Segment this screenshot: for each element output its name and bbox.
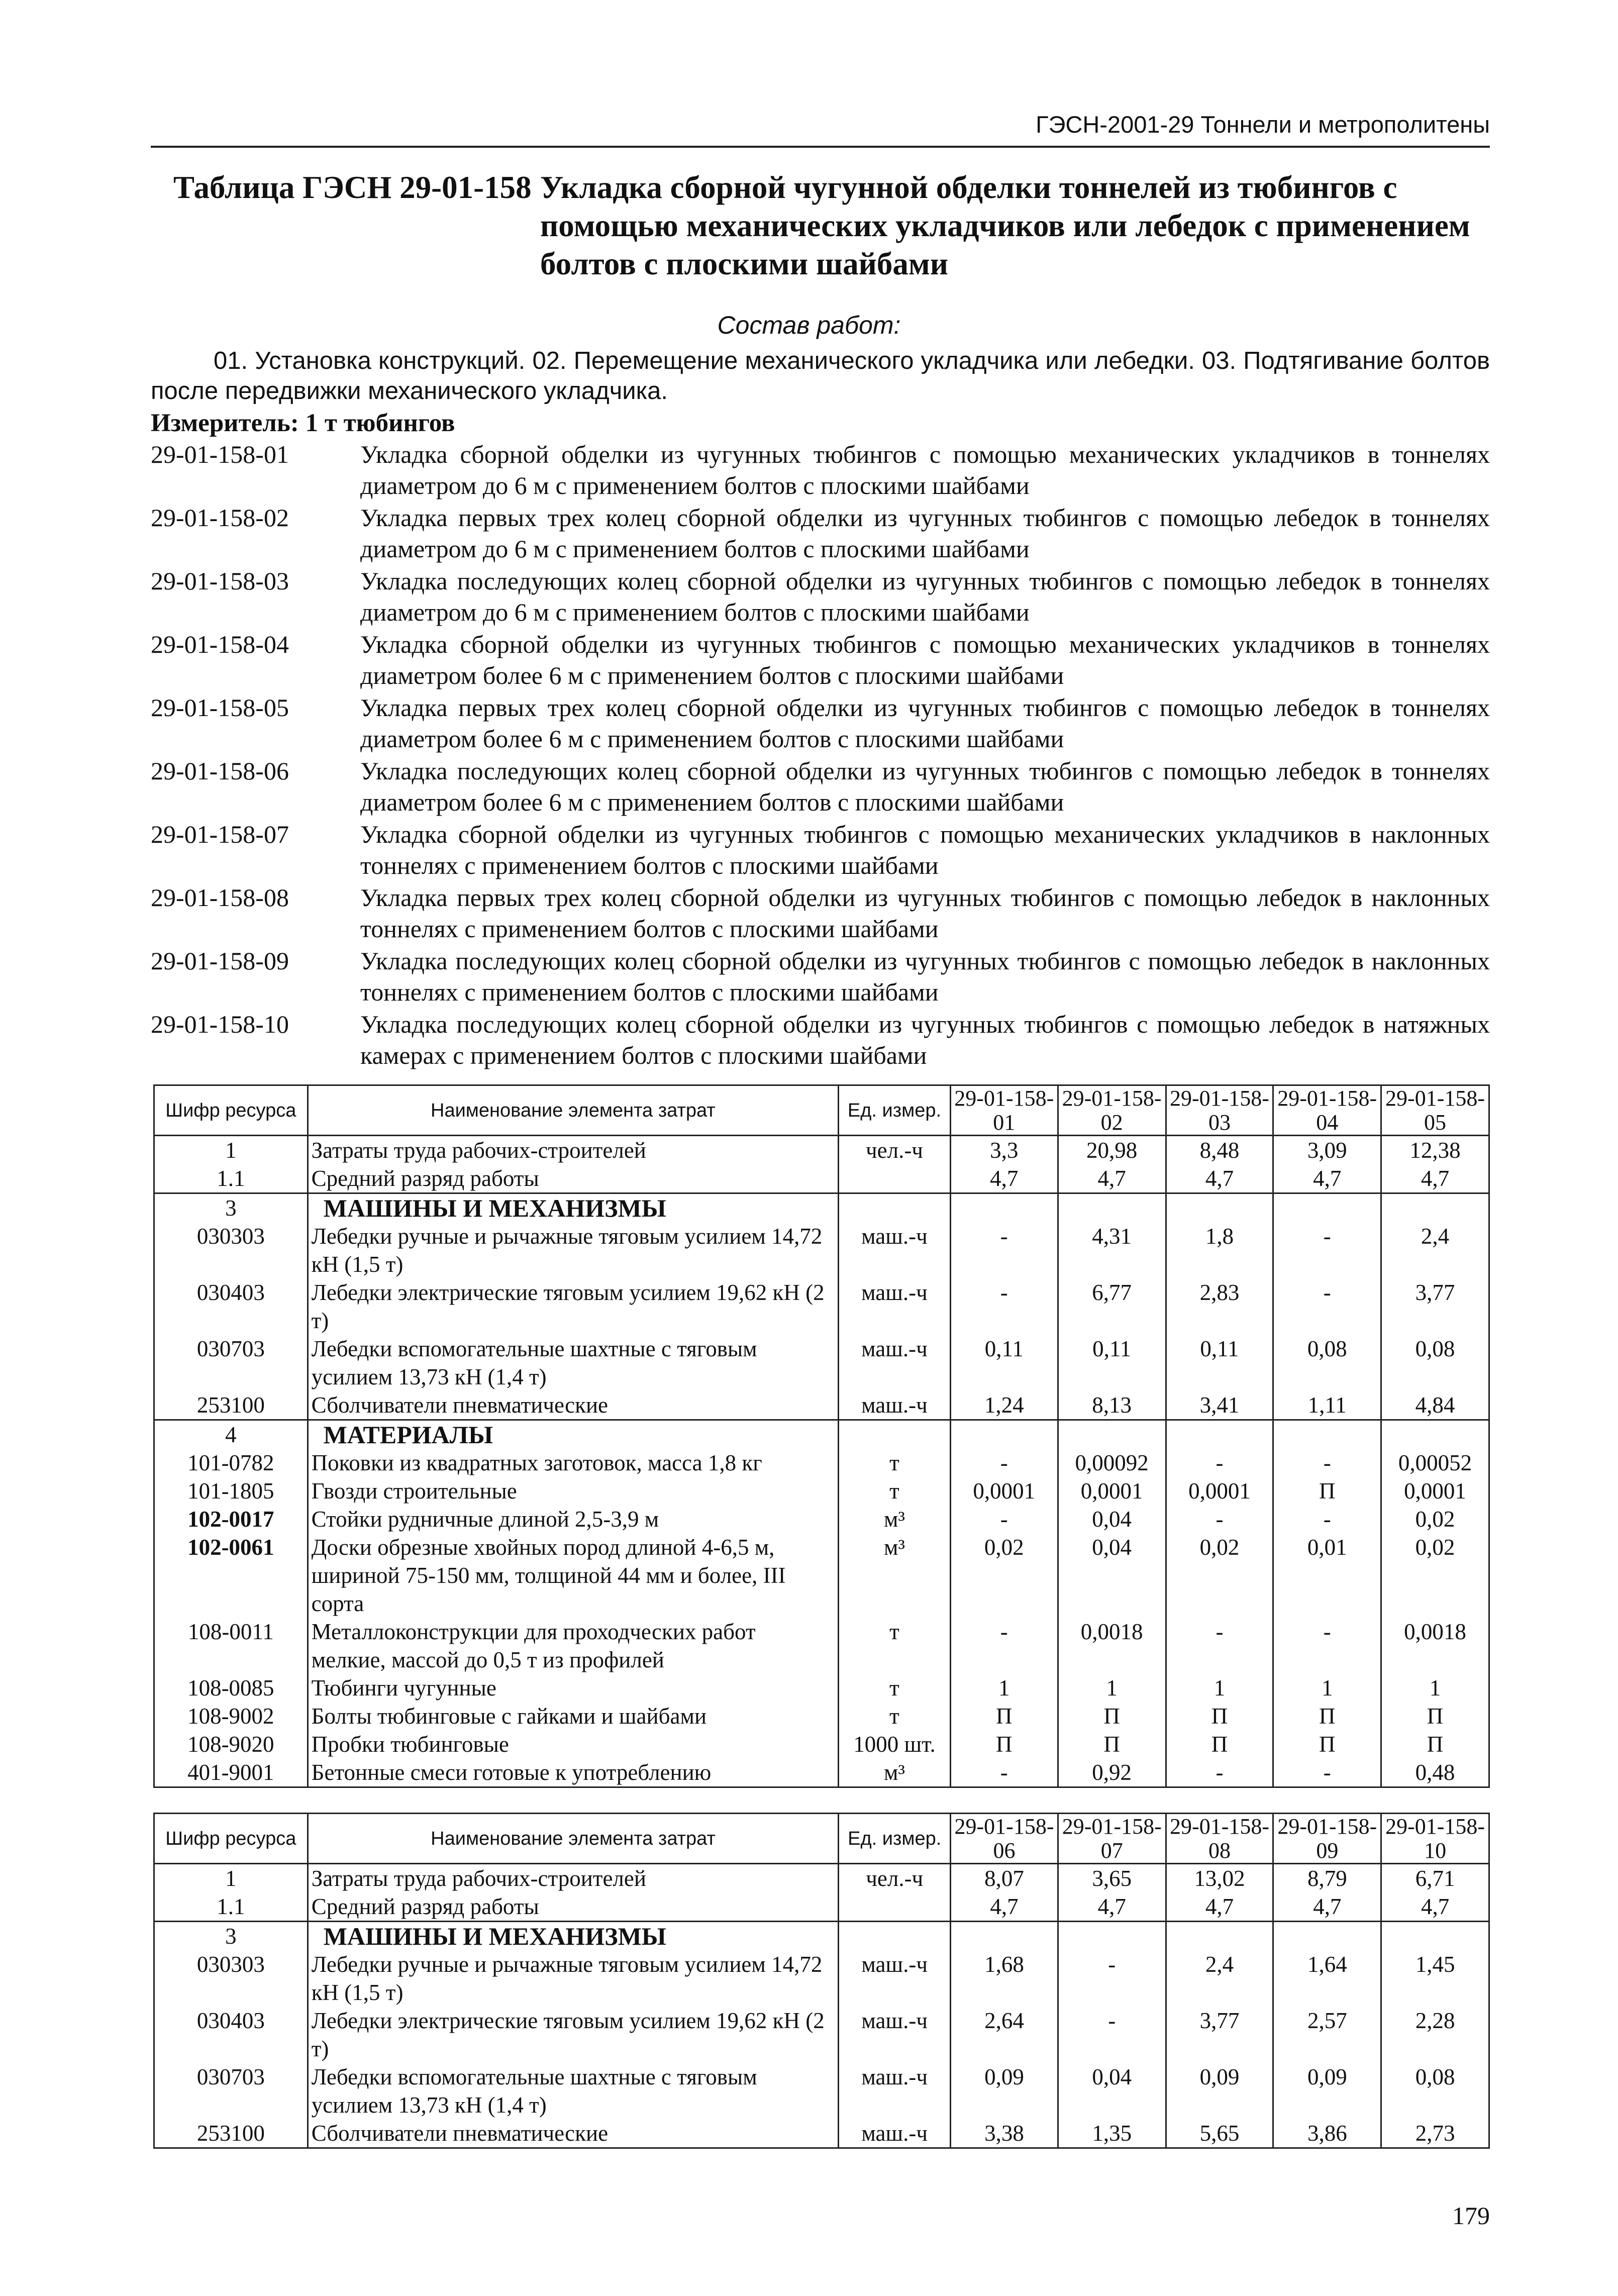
norm-codes-list [151, 439, 1490, 1072]
resource-code: 030303 [154, 1950, 308, 2007]
resource-value: 2,64 [951, 2007, 1058, 2063]
resource-value [1058, 1922, 1166, 1951]
header-norm-code: 29-01-158-08 [1166, 1814, 1273, 1864]
resource-value: 0,0018 [1381, 1618, 1489, 1674]
resource-unit: чел.-ч [839, 1864, 951, 1893]
resource-value: 4,7 [1381, 1892, 1489, 1922]
resource-unit: маш.-ч [839, 1335, 951, 1391]
norm-code-item [151, 755, 1490, 818]
resource-value: - [950, 1222, 1058, 1278]
resource-name: Болты тюбинговые с гайками и шайбами [308, 1702, 838, 1730]
resource-code: 3 [154, 1922, 308, 1951]
resource-value: 8,13 [1058, 1391, 1166, 1420]
table-row [154, 1391, 1489, 1420]
resource-value: П [1381, 1702, 1489, 1730]
resource-value: 0,11 [950, 1335, 1058, 1391]
norm-code: 29-01-158-09 [151, 947, 289, 975]
norm-description: Укладка первых трех колец сборной обделки из чугунных тюбингов с помощью лебедок в наклонных тоннелях с применением болтов с плоскими шайбами [360, 883, 1490, 943]
resource-value: - [1273, 1618, 1381, 1674]
norm-description: Укладка последующих колец сборной обделки из чугунных тюбингов с помощью лебедок в натяжных камерах с применением болтов с плоскими шайбами [360, 1010, 1490, 1069]
resource-value: 0,04 [1058, 1533, 1166, 1618]
resource-value: 4,7 [1058, 1164, 1166, 1193]
table-row [154, 1730, 1489, 1758]
table-row [154, 1892, 1489, 1922]
resource-value: 1,45 [1381, 1950, 1489, 2007]
resource-value: 0,04 [1058, 1505, 1166, 1533]
norm-code-item [151, 945, 1490, 1008]
resource-value: 0,09 [1273, 2063, 1381, 2119]
table-row [154, 1335, 1489, 1391]
table-title-label: Таблица ГЭСН 29-01-158 [173, 170, 532, 205]
resource-value: - [950, 1505, 1058, 1533]
norm-code-item [151, 439, 1490, 501]
resource-code: 1 [154, 1136, 308, 1165]
resource-value: - [1166, 1758, 1273, 1787]
resource-value: 3,77 [1381, 1278, 1489, 1335]
resource-name: Тюбинги чугунные [308, 1674, 838, 1702]
resource-value: 13,02 [1166, 1864, 1273, 1893]
norm-description: Укладка первых трех колец сборной обделки из чугунных тюбингов с помощью лебедок в тоннелях диаметром до 6 м с применением болтов с плоскими шайбами [360, 504, 1490, 563]
resource-code: 4 [154, 1420, 308, 1449]
resource-code: 253100 [154, 1391, 308, 1420]
resource-unit: 1000 шт. [839, 1730, 951, 1758]
resource-value: 0,02 [1166, 1533, 1273, 1618]
resource-code: 108-9002 [154, 1702, 308, 1730]
page-number: 179 [1452, 2202, 1490, 2230]
resource-value: 2,83 [1166, 1278, 1273, 1335]
norm-description: Укладка последующих колец сборной обделки из чугунных тюбингов с помощью лебедок в наклонных тоннелях с применением болтов с плоскими шайбами [360, 947, 1490, 1006]
section-name: МАТЕРИАЛЫ [308, 1420, 838, 1449]
resource-value: 4,7 [950, 1164, 1058, 1193]
resource-code: 253100 [154, 2119, 308, 2148]
norm-description: Укладка сборной обделки из чугунных тюбингов с помощью механических укладчиков в тоннелях диаметром более 6 м с применением болтов с плоскими шайбами [360, 630, 1490, 689]
resource-name: Лебедки ручные и рычажные тяговым усилием 14,72 кН (1,5 т) [308, 1950, 839, 2007]
header-norm-code: 29-01-158-07 [1058, 1814, 1166, 1864]
norm-code: 29-01-158-02 [151, 504, 289, 532]
resource-code: 108-9020 [154, 1730, 308, 1758]
resource-value: 0,0001 [1166, 1477, 1273, 1505]
resource-value: 5,65 [1166, 2119, 1273, 2148]
norm-code: 29-01-158-01 [151, 440, 289, 468]
resource-code: 1.1 [154, 1892, 308, 1922]
resource-unit: т [839, 1449, 951, 1477]
resource-value [1273, 1193, 1381, 1223]
table-row [154, 1449, 1489, 1477]
resource-value: 0,09 [951, 2063, 1058, 2119]
resource-value: 1,64 [1273, 1950, 1381, 2007]
table-title-text: Укладка сборной чугунной обделки тоннелей из тюбингов с помощью механических укладчиков или лебедок с применением болтов с плоскими шайбами [540, 170, 1470, 281]
resource-unit: маш.-ч [839, 2007, 951, 2063]
resource-code: 030403 [154, 1278, 308, 1335]
table-row [154, 2007, 1489, 2063]
norm-code: 29-01-158-06 [151, 757, 289, 785]
resource-value: 0,92 [1058, 1758, 1166, 1787]
resource-unit: м³ [839, 1533, 951, 1618]
resource-value: 0,11 [1058, 1335, 1166, 1391]
resource-code: 108-0011 [154, 1618, 308, 1674]
resource-code: 030403 [154, 2007, 308, 2063]
resource-code: 3 [154, 1193, 308, 1223]
resource-table-1 [153, 1084, 1490, 1788]
resource-unit: маш.-ч [839, 2119, 951, 2148]
resource-name: Лебедки ручные и рычажные тяговым усилием 14,72 кН (1,5 т) [308, 1222, 838, 1278]
resource-unit [839, 1193, 951, 1223]
resource-value: 0,08 [1381, 1335, 1489, 1391]
resource-name: Сболчиватели пневматические [308, 2119, 839, 2148]
resource-unit: маш.-ч [839, 2063, 951, 2119]
header-name: Наименование элемента затрат [308, 1814, 839, 1864]
norm-code-item [151, 1009, 1490, 1071]
resource-value: 1,11 [1273, 1391, 1381, 1420]
resource-value: - [1273, 1758, 1381, 1787]
resource-value: - [1058, 2007, 1166, 2063]
resource-name: Стойки рудничные длиной 2,5-3,9 м [308, 1505, 838, 1533]
resource-value: 2,4 [1381, 1222, 1489, 1278]
table-row [154, 1864, 1489, 1893]
header-code: Шифр ресурса [154, 1085, 308, 1136]
resource-value: 3,38 [951, 2119, 1058, 2148]
resource-code: 102-0061 [154, 1533, 308, 1618]
resource-value: П [950, 1702, 1058, 1730]
resource-value: 1,8 [1166, 1222, 1273, 1278]
resource-code: 030703 [154, 2063, 308, 2119]
section-heading-row [154, 1193, 1489, 1223]
resource-value: 8,79 [1273, 1864, 1381, 1893]
norm-code-item [151, 629, 1490, 691]
resource-value: 4,7 [1166, 1892, 1273, 1922]
section-heading-row [154, 1922, 1489, 1951]
resource-value: 0,0001 [950, 1477, 1058, 1505]
resource-code: 030303 [154, 1222, 308, 1278]
norm-code: 29-01-158-10 [151, 1010, 289, 1038]
header-norm-code: 29-01-158-10 [1381, 1814, 1489, 1864]
resource-unit: чел.-ч [839, 1136, 951, 1165]
resource-name: Средний разряд работы [308, 1164, 838, 1193]
resource-code: 401-9001 [154, 1758, 308, 1787]
resource-value: - [1166, 1618, 1273, 1674]
resource-value: 1,68 [951, 1950, 1058, 2007]
resource-value [1058, 1420, 1166, 1449]
resource-name: Затраты труда рабочих-строителей [308, 1136, 838, 1165]
resource-value: - [950, 1758, 1058, 1787]
table-row [154, 1950, 1489, 2007]
table-title [173, 168, 1505, 283]
resource-value: - [1273, 1278, 1381, 1335]
resource-value: П [1166, 1730, 1273, 1758]
resource-value: 3,86 [1273, 2119, 1381, 2148]
resource-code: 1 [154, 1864, 308, 1893]
table-row [154, 1222, 1489, 1278]
resource-code: 101-1805 [154, 1477, 308, 1505]
resource-value: 8,07 [951, 1864, 1058, 1893]
resource-value: 0,02 [950, 1533, 1058, 1618]
table-row [154, 1136, 1489, 1165]
resource-unit: м³ [839, 1505, 951, 1533]
resource-value: 8,48 [1166, 1136, 1273, 1165]
norm-description: Укладка сборной обделки из чугунных тюбингов с помощью механических укладчиков в тоннелях диаметром до 6 м с применением болтов с плоскими шайбами [360, 440, 1490, 500]
resource-unit: маш.-ч [839, 1222, 951, 1278]
resource-value: 1 [1273, 1674, 1381, 1702]
resource-unit: т [839, 1618, 951, 1674]
resource-value: - [950, 1449, 1058, 1477]
resource-value: 0,0001 [1381, 1477, 1489, 1505]
table-row [154, 1674, 1489, 1702]
resource-code: 1.1 [154, 1164, 308, 1193]
resource-value: 3,3 [950, 1136, 1058, 1165]
table-row [154, 2063, 1489, 2119]
resource-value [1273, 1922, 1381, 1951]
header-code: Шифр ресурса [154, 1814, 308, 1864]
header-norm-code: 29-01-158-06 [951, 1814, 1058, 1864]
resource-value: 0,0018 [1058, 1618, 1166, 1674]
resource-name: Затраты труда рабочих-строителей [308, 1864, 839, 1893]
resource-value [1166, 1420, 1273, 1449]
resource-value: 0,09 [1166, 2063, 1273, 2119]
header-name: Наименование элемента затрат [308, 1085, 838, 1136]
resource-value: 4,7 [1273, 1164, 1381, 1193]
header-norm-code: 29-01-158-01 [950, 1085, 1058, 1136]
resource-value: П [950, 1730, 1058, 1758]
resource-value: 4,7 [1381, 1164, 1489, 1193]
resource-value: П [1058, 1730, 1166, 1758]
resource-value: - [1166, 1449, 1273, 1477]
resource-table-2 [153, 1813, 1490, 2149]
resource-value: 0,11 [1166, 1335, 1273, 1391]
norm-code: 29-01-158-03 [151, 567, 289, 595]
norm-code-item [151, 882, 1490, 944]
resource-value: 2,57 [1273, 2007, 1381, 2063]
resource-unit [839, 1922, 951, 1951]
resource-value: 4,7 [1166, 1164, 1273, 1193]
resource-name: Доски обрезные хвойных пород длиной 4-6,5 м, шириной 75-150 мм, толщиной 44 мм и более, III сорта [308, 1533, 838, 1618]
table-row [154, 1164, 1489, 1193]
section-heading-row [154, 1420, 1489, 1449]
resource-value: 20,98 [1058, 1136, 1166, 1165]
resource-value: 1 [950, 1674, 1058, 1702]
resource-value: - [1058, 1950, 1166, 2007]
resource-value: - [1166, 1505, 1273, 1533]
resource-unit: м³ [839, 1758, 951, 1787]
resource-name: Средний разряд работы [308, 1892, 839, 1922]
resource-value: 3,41 [1166, 1391, 1273, 1420]
resource-name: Лебедки электрические тяговым усилием 19,62 кН (2 т) [308, 1278, 838, 1335]
resource-value [950, 1420, 1058, 1449]
resource-unit: маш.-ч [839, 1391, 951, 1420]
resource-name: Лебедки электрические тяговым усилием 19,62 кН (2 т) [308, 2007, 839, 2063]
table-row [154, 1702, 1489, 1730]
norm-description: Укладка последующих колец сборной обделки из чугунных тюбингов с помощью лебедок в тоннелях диаметром до 6 м с применением болтов с плоскими шайбами [360, 567, 1490, 626]
header-unit: Ед. измер. [839, 1085, 951, 1136]
resource-value [1381, 1193, 1489, 1223]
resource-value: 1,24 [950, 1391, 1058, 1420]
resource-value: П [1166, 1702, 1273, 1730]
resource-name: Сболчиватели пневматические [308, 1391, 838, 1420]
resource-unit: т [839, 1702, 951, 1730]
header-norm-code: 29-01-158-03 [1166, 1085, 1273, 1136]
resource-value: 4,31 [1058, 1222, 1166, 1278]
resource-unit [839, 1420, 951, 1449]
norm-code: 29-01-158-07 [151, 820, 289, 848]
norm-description: Укладка сборной обделки из чугунных тюбингов с помощью механических укладчиков в наклонных тоннелях с применением болтов с плоскими шайбами [360, 820, 1490, 879]
resource-value: 0,48 [1381, 1758, 1489, 1787]
resource-value: 1 [1058, 1674, 1166, 1702]
resource-value: 3,77 [1166, 2007, 1273, 2063]
resource-value: 2,4 [1166, 1950, 1273, 2007]
resource-value: П [1058, 1702, 1166, 1730]
resource-unit: т [839, 1477, 951, 1505]
resource-code: 030703 [154, 1335, 308, 1391]
resource-value: П [1273, 1702, 1381, 1730]
resource-name: Лебедки вспомогательные шахтные с тяговым усилием 13,73 кН (1,4 т) [308, 2063, 839, 2119]
works-composition-text: 01. Установка конструкций. 02. Перемещение механического укладчика или лебедки. 03. Подтягивание болтов после передвижки механического укладчика. [151, 347, 1490, 405]
resource-value: П [1273, 1730, 1381, 1758]
resource-value: 1 [1166, 1674, 1273, 1702]
table-row [154, 1758, 1489, 1787]
resource-name: Пробки тюбинговые [308, 1730, 838, 1758]
table-row [154, 1505, 1489, 1533]
resource-value: 4,84 [1381, 1391, 1489, 1420]
resource-value [950, 1193, 1058, 1223]
resource-value [1381, 1922, 1489, 1951]
resource-value: 4,7 [1273, 1892, 1381, 1922]
norm-code: 29-01-158-05 [151, 693, 289, 722]
header-unit: Ед. измер. [839, 1814, 951, 1864]
norm-code-item [151, 565, 1490, 628]
resource-name: Бетонные смеси готовые к употреблению [308, 1758, 838, 1787]
header-norm-code: 29-01-158-04 [1273, 1085, 1381, 1136]
resource-value [1166, 1922, 1273, 1951]
header-norm-code: 29-01-158-05 [1381, 1085, 1489, 1136]
resource-name: Гвозди строительные [308, 1477, 838, 1505]
norm-code-item [151, 502, 1490, 564]
works-composition-label: Состав работ: [717, 311, 901, 339]
resource-value: - [1273, 1449, 1381, 1477]
measurer: Измеритель: 1 т тюбингов [151, 409, 455, 437]
resource-name: Металлоконструкции для проходческих работ мелкие, массой до 0,5 т из профилей [308, 1618, 838, 1674]
resource-value: - [950, 1278, 1058, 1335]
header-norm-code: 29-01-158-09 [1273, 1814, 1381, 1864]
running-head: ГЭСН-2001-29 Тоннели и метрополитены [151, 111, 1490, 148]
resource-value: 2,73 [1381, 2119, 1489, 2148]
resource-value: 1,35 [1058, 2119, 1166, 2148]
table-row [154, 1278, 1489, 1335]
resource-value: 0,08 [1381, 2063, 1489, 2119]
table-row [154, 1533, 1489, 1618]
resource-value: 4,7 [1058, 1892, 1166, 1922]
resource-code: 102-0017 [154, 1505, 308, 1533]
resource-value: 12,38 [1381, 1136, 1489, 1165]
header-norm-code: 29-01-158-02 [1058, 1085, 1166, 1136]
norm-code-item [151, 692, 1490, 754]
resource-value [1058, 1193, 1166, 1223]
resource-code: 101-0782 [154, 1449, 308, 1477]
resource-value: 0,00052 [1381, 1449, 1489, 1477]
resource-value: 3,09 [1273, 1136, 1381, 1165]
resource-value [1381, 1420, 1489, 1449]
resource-value: П [1381, 1730, 1489, 1758]
resource-value: 0,0001 [1058, 1477, 1166, 1505]
resource-value: - [1273, 1505, 1381, 1533]
resource-value: 0,01 [1273, 1533, 1381, 1618]
resource-name: Поковки из квадратных заготовок, масса 1,8 кг [308, 1449, 838, 1477]
resource-value: 0,02 [1381, 1505, 1489, 1533]
resource-unit [839, 1892, 951, 1922]
resource-value: 2,28 [1381, 2007, 1489, 2063]
section-name: МАШИНЫ И МЕХАНИЗМЫ [308, 1193, 838, 1223]
resource-unit: т [839, 1674, 951, 1702]
resource-value: - [1273, 1222, 1381, 1278]
resource-value: П [1273, 1477, 1381, 1505]
resource-value: 0,00092 [1058, 1449, 1166, 1477]
resource-value: 1 [1381, 1674, 1489, 1702]
resource-value: 6,77 [1058, 1278, 1166, 1335]
resource-value [1166, 1193, 1273, 1223]
resource-value: - [950, 1618, 1058, 1674]
table-row [154, 2119, 1489, 2148]
table-row [154, 1618, 1489, 1674]
resource-unit: маш.-ч [839, 1950, 951, 2007]
resource-value: 6,71 [1381, 1864, 1489, 1893]
resource-value [1273, 1420, 1381, 1449]
resource-value: 0,02 [1381, 1533, 1489, 1618]
resource-unit [839, 1164, 951, 1193]
norm-description: Укладка первых трех колец сборной обделки из чугунных тюбингов с помощью лебедок в тоннелях диаметром более 6 м с применением болтов с плоскими шайбами [360, 693, 1490, 753]
resource-unit: маш.-ч [839, 1278, 951, 1335]
resource-value: 0,04 [1058, 2063, 1166, 2119]
section-name: МАШИНЫ И МЕХАНИЗМЫ [308, 1922, 839, 1951]
norm-code: 29-01-158-08 [151, 883, 289, 912]
resource-value [951, 1922, 1058, 1951]
resource-value: 3,65 [1058, 1864, 1166, 1893]
resource-value: 4,7 [951, 1892, 1058, 1922]
norm-code-item [151, 819, 1490, 881]
norm-description: Укладка последующих колец сборной обделки из чугунных тюбингов с помощью лебедок в тоннелях диаметром более 6 м с применением болтов с плоскими шайбами [360, 757, 1490, 816]
resource-code: 108-0085 [154, 1674, 308, 1702]
resource-name: Лебедки вспомогательные шахтные с тяговым усилием 13,73 кН (1,4 т) [308, 1335, 838, 1391]
norm-code: 29-01-158-04 [151, 630, 289, 658]
resource-value: 0,08 [1273, 1335, 1381, 1391]
table-row [154, 1477, 1489, 1505]
